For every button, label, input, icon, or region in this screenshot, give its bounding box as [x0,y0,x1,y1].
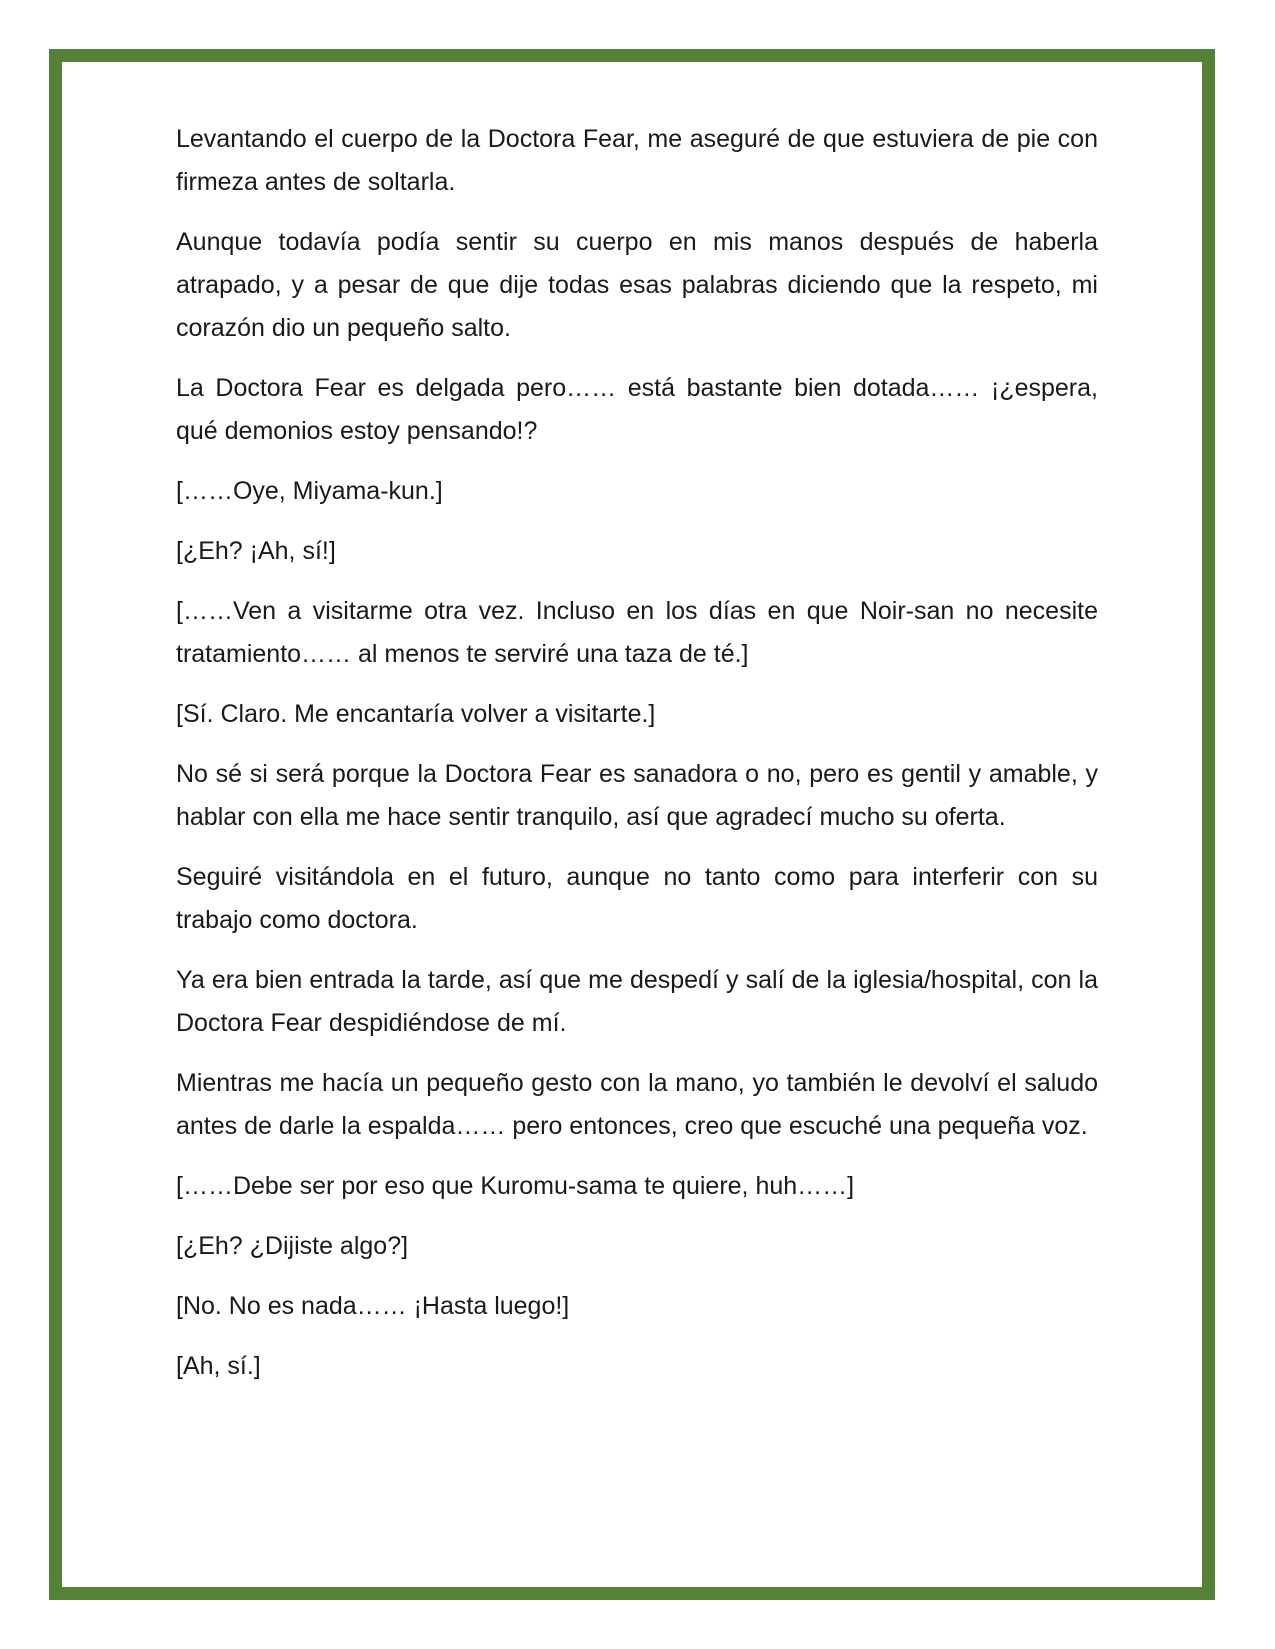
dialogue-line: [No. No es nada…… ¡Hasta luego!] [176,1292,570,1320]
dialogue-line: [……Oye, Miyama-kun.] [176,477,443,505]
paragraph: Seguiré visitándola en el futuro, aunque no tanto como para interferir con su trabajo como doctora. [176,863,1098,934]
paragraph: Levantando el cuerpo de la Doctora Fear, me aseguré de que estuviera de pie con firmeza antes de soltarla. [176,125,1098,196]
dialogue-line: [……Debe ser por eso que Kuromu-sama te quiere, huh……] [176,1172,855,1200]
dialogue-line: [……Ven a visitarme otra vez. Incluso en los días en que Noir-san no necesite tratamiento…… al menos te serviré una taza de té.] [176,597,1098,668]
document-body [176,118,1098,1405]
dialogue-line: [¿Eh? ¿Dijiste algo?] [176,1232,409,1260]
paragraph: No sé si será porque la Doctora Fear es sanadora o no, pero es gentil y amable, y hablar con ella me hace sentir tranquilo, así que agradecí mucho su oferta. [176,760,1098,831]
paragraph: Aunque todavía podía sentir su cuerpo en mis manos después de haberla atrapado, y a pesar de que dije todas esas palabras diciendo que la respeto, mi corazón dio un pequeño salto. [176,228,1098,342]
paragraph: Ya era bien entrada la tarde, así que me despedí y salí de la iglesia/hospital, con la Doctora Fear despidiéndose de mí. [176,966,1098,1037]
dialogue-line: [Ah, sí.] [176,1352,261,1380]
dialogue-line: [Sí. Claro. Me encantaría volver a visitarte.] [176,700,656,728]
dialogue-line: [¿Eh? ¡Ah, sí!] [176,537,336,565]
paragraph: Mientras me hacía un pequeño gesto con la mano, yo también le devolví el saludo antes de darle la espalda…… pero entonces, creo que escuché una pequeña voz. [176,1069,1098,1140]
paragraph: La Doctora Fear es delgada pero…… está bastante bien dotada…… ¡¿espera, qué demonios estoy pensando!? [176,374,1098,445]
